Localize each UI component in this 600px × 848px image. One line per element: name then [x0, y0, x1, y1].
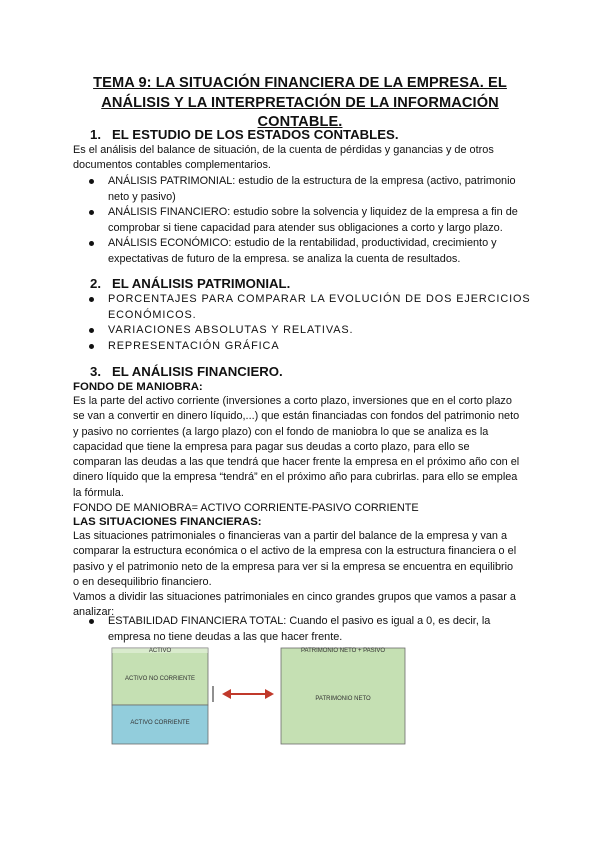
list-item-line: ANÁLISIS ECONÓMICO: estudio de la rentabilidad, productividad, crecimiento y — [108, 237, 497, 249]
list-item-line: PORCENTAJES PARA COMPARAR LA EVOLUCIÓN DE DOS EJERCICIOS — [108, 293, 531, 305]
list-item-line: ANÁLISIS PATRIMONIAL: estudio de la estructura de la empresa (activo, patrimonio — [108, 175, 516, 187]
situaciones-heading: LAS SITUACIONES FINANCIERAS: — [73, 516, 262, 528]
activo-no-corriente-label: ACTIVO NO CORRIENTE — [124, 676, 196, 682]
list-item-line: comprobar si tiene capacidad para atender sus obligaciones a corto y largo plazo. — [108, 221, 503, 234]
paragraph-line: analizar: — [73, 606, 115, 619]
list-item-line: empresa no tiene deudas a las que hacer frente. — [108, 630, 343, 643]
paragraph-line: y pasivo no corrientes (a largo plazo) con el fondo de maniobra lo que se analiza es la — [73, 425, 489, 438]
double-arrow-icon — [222, 689, 274, 699]
formula-line: FONDO DE MANIOBRA= ACTIVO CORRIENTE-PASIVO CORRIENTE — [73, 502, 419, 515]
title-line: TEMA 9: LA SITUACIÓN FINANCIERA DE LA EMPRESA. EL — [93, 75, 507, 91]
section-title: EL ESTUDIO DE LOS ESTADOS CONTABLES. — [112, 127, 399, 142]
list-item-line: ANÁLISIS FINANCIERO: estudio sobre la solvencia y liquidez de la empresa a fin de — [108, 206, 518, 218]
paragraph-line: dinero líquido que la empresa “tendrá” en el próximo año para cubrirlas. para ello se emplea — [73, 471, 518, 484]
paragraph-line: Es la parte del activo corriente (inversiones a corto plazo, inversiones que en el corto plazo — [73, 395, 512, 407]
list-item-line: ECONÓMICOS. — [108, 308, 197, 321]
section-title: EL ANÁLISIS PATRIMONIAL. — [112, 276, 291, 291]
paragraph-line: se van a convertir en dinero líquido,...) que están financiadas con fondos del patrimonio neto — [73, 410, 520, 423]
section-title: EL ANÁLISIS FINANCIERO. — [112, 364, 283, 379]
list-item-line: neto y pasivo) — [108, 190, 176, 203]
paragraph-line: Vamos a dividir las situaciones patrimoniales en cinco grandes grupos que vamos a pasar a — [73, 591, 516, 604]
paragraph-line: Es el análisis del balance de situación, de la cuenta de pérdidas y ganancias y de otros — [73, 144, 494, 156]
fondo-heading: FONDO DE MANIOBRA: — [73, 381, 203, 393]
paragraph-line: pasivo y el patrimonio neto de la empresa para ver si la empresa se encuentra en equilibrio — [73, 560, 514, 573]
paragraph-line: capacidad que tiene la empresa para pagar sus deudas a corto plazo, para ello se — [73, 440, 470, 453]
section-number: 1. — [90, 127, 101, 142]
section-number: 3. — [90, 364, 101, 379]
paragraph-line: la fórmula. — [73, 486, 124, 499]
list-item-line: REPRESENTACIÓN GRÁFICA — [108, 339, 280, 352]
paragraph-line: Las situaciones patrimoniales o financieras van a partir del balance de la empresa y van a — [73, 530, 508, 542]
activo-corriente-label: ACTIVO CORRIENTE — [130, 720, 190, 726]
paragraph-line: documentos contables complementarios. — [73, 159, 271, 172]
list-item-line: ESTABILIDAD FINANCIERA TOTAL: Cuando el pasivo es igual a 0, es decir, la — [108, 615, 491, 627]
list-item-line: VARIACIONES ABSOLUTAS Y RELATIVAS. — [108, 324, 354, 336]
paragraph-line: comparar la estructura económica o el activo de la empresa con la estructura financiera o el — [73, 545, 517, 558]
paragraph-line: comparan las deudas a las que tendrá que hacer frente la empresa en el próximo año con el — [73, 456, 520, 469]
activo-header: ACTIVO — [148, 648, 172, 654]
pasivo-header: PATRIMONIO NETO + PASIVO — [300, 648, 386, 654]
section-number: 2. — [90, 276, 101, 291]
paragraph-line: o en desequilibrio financiero. — [73, 575, 212, 588]
title-line: ANÁLISIS Y LA INTERPRETACIÓN DE LA INFORMACIÓN — [101, 94, 499, 111]
list-item-line: expectativas de futuro de la empresa. se analiza la cuenta de resultados. — [108, 252, 461, 265]
patrimonio-neto-label: PATRIMONIO NETO — [315, 696, 371, 702]
title-line: CONTABLE. — [257, 114, 343, 130]
